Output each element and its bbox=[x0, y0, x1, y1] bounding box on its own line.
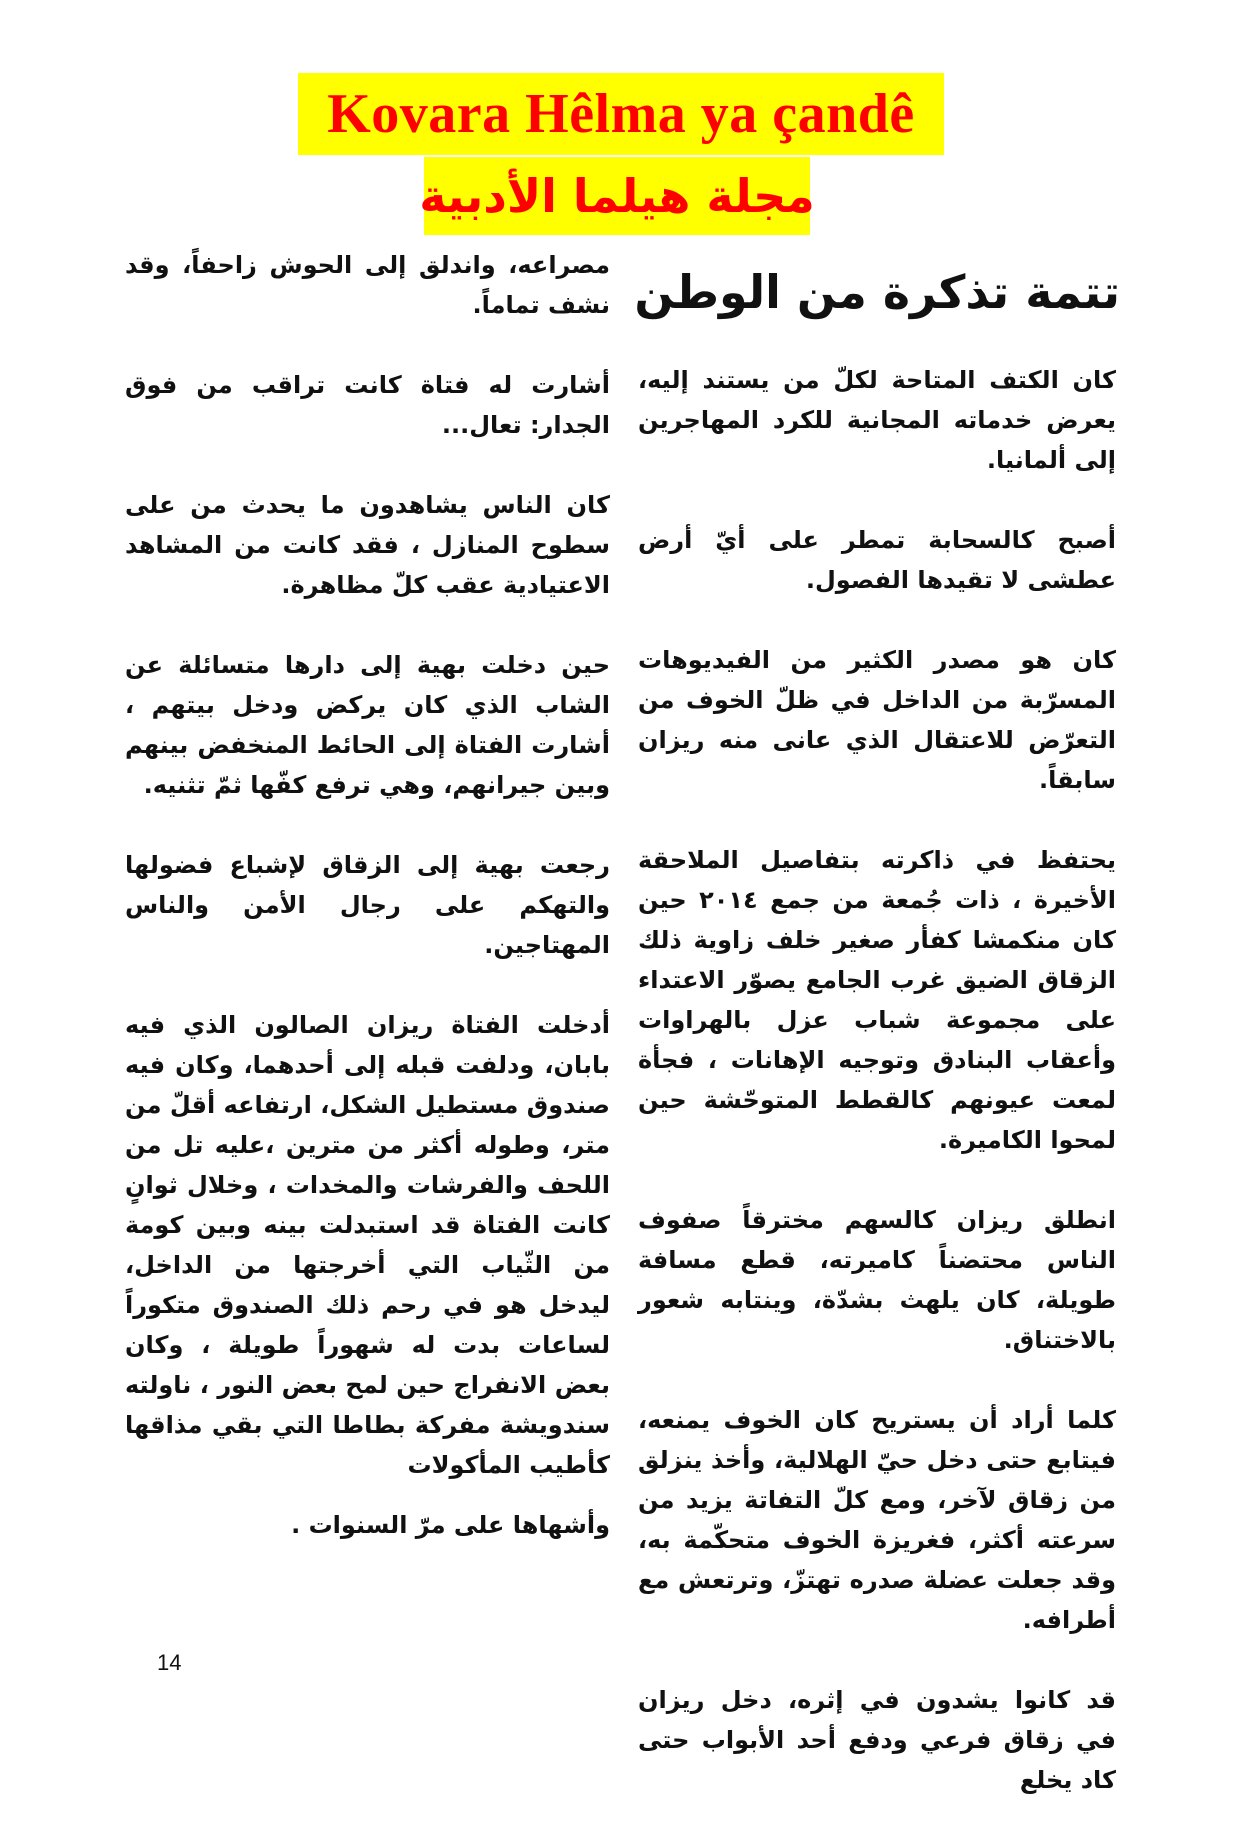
paragraph: كان الكتف المتاحة لكلّ من يستند إليه، يعرض خدماته المجانية للكرد المهاجرين إلى ألمانيا. bbox=[638, 366, 1116, 474]
article-title: تتمة تذكرة من الوطن bbox=[634, 265, 1120, 319]
paragraph: مصراعه، واندلق إلى الحوش زاحفاً، وقد نشف تماماً. bbox=[125, 251, 610, 319]
paragraph: قد كانوا يشدون في إثره، دخل ريزان في زقاق فرعي ودفع أحد الأبواب حتى كاد يخلع bbox=[638, 1686, 1116, 1794]
paragraph: أصبح كالسحابة تمطر على أيّ أرض عطشى لا تقيدها الفصول. bbox=[638, 526, 1116, 594]
paragraph: انطلق ريزان كالسهم مخترقاً صفوف الناس محتضناً كاميرته، قطع مسافة طويلة، كان يلهث بشدّة، وينتابه شعور بالاختناق. bbox=[638, 1206, 1116, 1354]
masthead-latin-banner bbox=[298, 73, 944, 155]
paragraph: كان هو مصدر الكثير من الفيديوهات المسرّبة من الداخل في ظلّ الخوف من التعرّض للاعتقال الذي عانى منه ريزان سابقاً. bbox=[638, 646, 1116, 794]
paragraph: وأشهاها على مرّ السنوات . bbox=[291, 1511, 610, 1539]
left-column bbox=[125, 245, 610, 1585]
page-number: 14 bbox=[157, 1650, 182, 1675]
paragraph: أدخلت الفتاة ريزان الصالون الذي فيه بابان، ودلفت قبله إلى أحدهما، وكان فيه صندوق مستطيل الشكل، ارتفاعه أقلّ من متر، وطوله أكثر من مترين ،عليه تل من اللحف والفرشات والمخدات ، وخلال ثوانٍ كانت الفتاة قد استبدلت بينه وبين كومة من الثّياب التي أخرجتها من الداخل، ليدخل هو في رحم ذلك الصندوق متكوراً لساعات بدت له شهوراً طويلة ، وكان بعض الانفراج حين لمح بعض النور ، ناولته سندويشة مفركة بطاطا التي بقي مذاقها كأطيب المأكولات bbox=[125, 1011, 610, 1479]
magazine-title-arabic: مجلة هيلما الأدبية bbox=[419, 169, 815, 223]
paragraph: حين دخلت بهية إلى دارها متسائلة عن الشاب الذي كان يركض ودخل بيتهم ، أشارت الفتاة إلى الحائط المنخفض بينهم وبين جيرانهم، وهي ترفع كفّها ثمّ تثنيه. bbox=[125, 651, 610, 799]
masthead-arabic-banner bbox=[419, 157, 815, 235]
paragraph: كلما أراد أن يستريح كان الخوف يمنعه، فيتابع حتى دخل حيّ الهلالية، وأخذ ينزلق من زقاق لآخر، ومع كلّ التفاتة يزيد من سرعته أكثر، فغريزة الخوف متحكّمة به، وقد جعلت عضلة صدره تهتزّ، وترتعش مع أطرافه. bbox=[638, 1406, 1116, 1634]
paragraph: يحتفظ في ذاكرته بتفاصيل الملاحقة الأخيرة ، ذات جُمعة من جمع ٢٠١٤ حين كان منكمشا كفأر صغير خلف زاوية ذلك الزقاق الضيق غرب الجامع يصوّر الاعتداء على مجموعة شباب عزل بالهراوات وأعقاب البنادق وتوجيه الإهانات ، فجأة لمعت عيونهم كالقطط المتوحّشة حين لمحوا الكاميرة. bbox=[638, 846, 1116, 1154]
paragraph: أشارت له فتاة كانت تراقب من فوق الجدار: تعال... bbox=[125, 371, 610, 439]
right-column bbox=[638, 360, 1116, 1840]
paragraph: رجعت بهية إلى الزقاق لإشباع فضولها والتهكم على رجال الأمن والناس المهتاجين. bbox=[125, 851, 610, 959]
paragraph: كان الناس يشاهدون ما يحدث من على سطوح المنازل ، فقد كانت من المشاهد الاعتيادية عقب كلّ مظاهرة. bbox=[125, 491, 610, 599]
magazine-title-latin: Kovara Hêlma ya çandê bbox=[327, 83, 915, 145]
